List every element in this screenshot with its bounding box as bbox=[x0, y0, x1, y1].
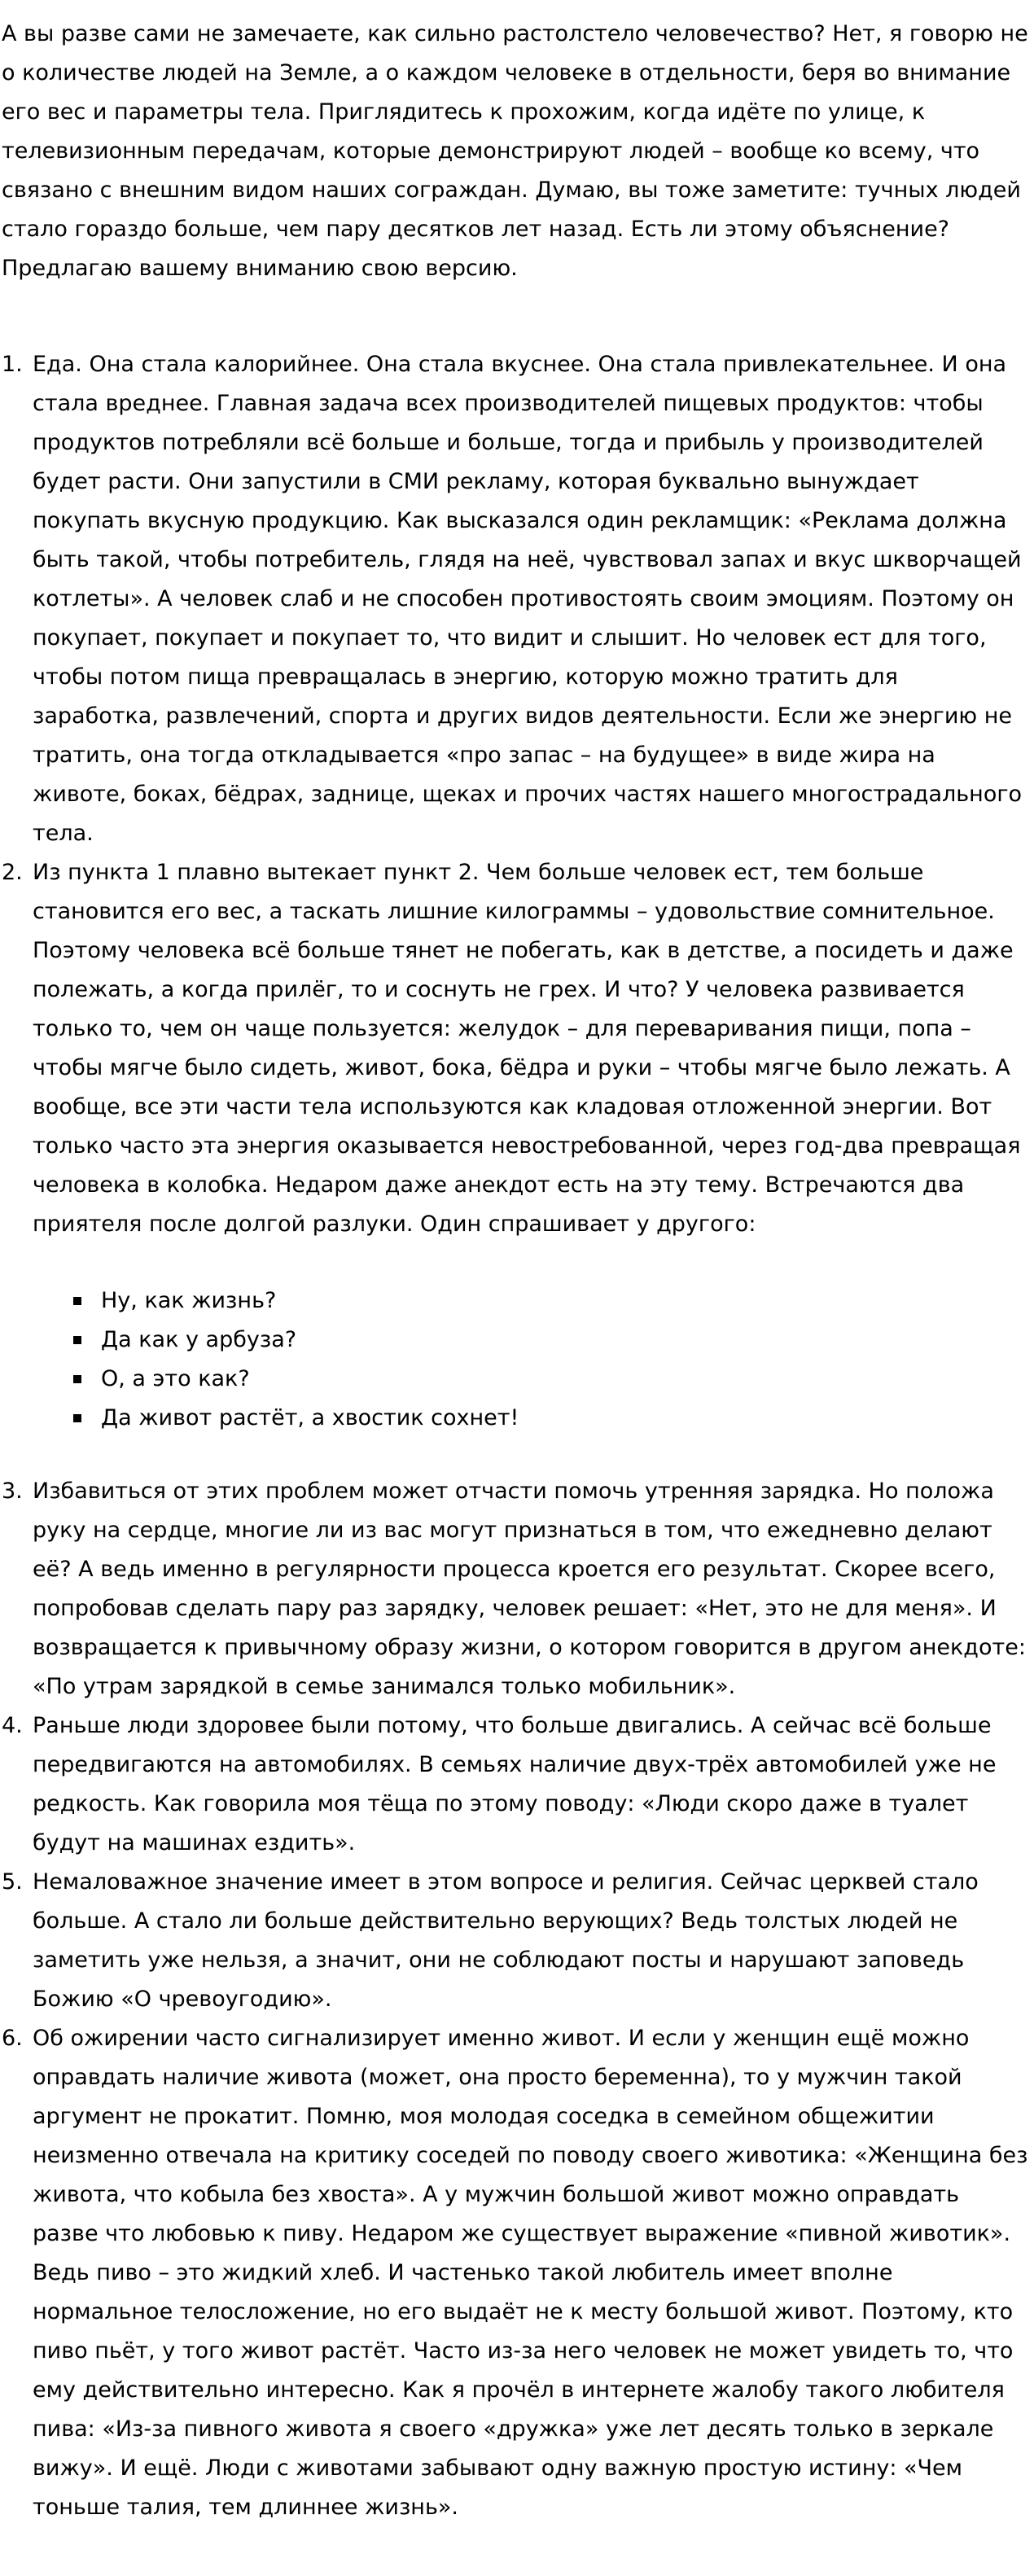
list-item-1-number: 1. bbox=[2, 352, 23, 377]
list-item-6-number: 6. bbox=[2, 2026, 23, 2051]
dialog-item-1 bbox=[101, 1281, 1029, 1321]
list-item-1 bbox=[2, 345, 1029, 853]
list-item-3-text: Избавиться от этих проблем может отчасти помочь утренняя зарядка. Но положа руку на сердце, многие ли из вас могут признаться в том, что ежедневно делают её? А ведь именно в регулярности процесса кроется его результат. Скорее всего, попробовав сделать пару раз зарядку, человек решает: «Нет, это не для меня». И возвращается к привычному образу жизни, о котором говорится в другом анекдоте: «По утрам зарядкой в семье занимался только мобильник». bbox=[33, 1479, 1026, 1699]
list-item-4-text: Раньше люди здоровее были потому, что больше двигались. А сейчас всё больше передвигаются на автомобилях. В семьях наличие двух-трёх автомобилей уже не редкость. Как говорила моя тёща по этому поводу: «Люди скоро даже в туалет будут на машинах ездить». bbox=[33, 1713, 997, 1855]
list-item-3 bbox=[2, 1472, 1029, 1706]
list-item-1-text: Еда. Она стала калорийнее. Она стала вкуснее. Она стала привлекательнее. И она стала вреднее. Главная задача всех производителей пищевых продуктов: чтобы продуктов потребляли всё больше и больше, тогда и прибыль у производителей будет расти. Они запустили в СМИ рекламу, которая буквально вынуждает покупать вкусную продукцию. Как высказался один рекламщик: «Реклама должна быть такой, чтобы потребитель, глядя на неё, чувствовал запах и вкус шкворчащей котлеты». А человек слаб и не способен противостоять своим эмоциям. Поэтому он покупает, покупает и покупает то, что видит и слышит. Но человек ест для того, чтобы потом пища превращалась в энергию, которую можно тратить для заработка, развлечений, спорта и других видов деятельности. Если же энергию не тратить, она тогда откладывается «про запас – на будущее» в виде жира на животе, боках, бёдрах, заднице, щеках и прочих частях нашего многострадального тела. bbox=[33, 352, 1023, 846]
square-bullet-icon bbox=[73, 1375, 81, 1383]
dialog-item-4-text: Да живот растёт, а хвостик сохнет! bbox=[101, 1405, 519, 1430]
list-item-5 bbox=[2, 1863, 1029, 2019]
dialog-item-3 bbox=[101, 1360, 1029, 1399]
list-item-2-number: 2. bbox=[2, 860, 23, 885]
list-item-2 bbox=[2, 853, 1029, 1438]
list-item-5-text: Немаловажное значение имеет в этом вопросе и религия. Сейчас церквей стало больше. А стало ли больше действительно верующих? Ведь толстых людей не заметить уже нельзя, а значит, они не соблюдают посты и нарушают заповедь Божию «О чревоугодию». bbox=[33, 1869, 979, 2012]
list-item-4 bbox=[2, 1706, 1029, 1863]
dialog-list bbox=[33, 1281, 1029, 1438]
dialog-item-1-text: Ну, как жизнь? bbox=[101, 1288, 277, 1313]
dialog-item-3-text: О, а это как? bbox=[101, 1366, 250, 1391]
dialog-item-2-text: Да как у арбуза? bbox=[101, 1327, 297, 1352]
dialog-item-2 bbox=[101, 1321, 1029, 1360]
square-bullet-icon bbox=[73, 1336, 81, 1344]
square-bullet-icon bbox=[73, 1297, 81, 1305]
square-bullet-icon bbox=[73, 1414, 81, 1422]
list-item-5-number: 5. bbox=[2, 1869, 23, 1895]
intro-paragraph: А вы разве сами не замечаете, как сильно растолстело человечество? Нет, я говорю не о количестве людей на Земле, а о каждом человеке в отдельности, беря во внимание его вес и параметры тела. Приглядитесь к прохожим, когда идёте по улице, к телевизионным передачам, которые демонстрируют людей – вообще ко всему, что связано с внешним видом наших сограждан. Думаю, вы тоже заметите: тучных людей стало гораздо больше, чем пару десятков лет назад. Есть ли этому объяснение? Предлагаю вашему вниманию свою версию. bbox=[2, 21, 1028, 281]
list-item-2-text: Из пункта 1 плавно вытекает пункт 2. Чем больше человек ест, тем больше становится его вес, а таскать лишние килограммы – удовольствие сомнительное. Поэтому человека всё больше тянет не побегать, как в детстве, а посидеть и даже полежать, а когда прилёг, то и соснуть не грех. И что? У человека развивается только то, чем он чаще пользуется: желудок – для переваривания пищи, попа – чтобы мягче было сидеть, живот, бока, бёдра и руки – чтобы мягче было лежать. А вообще, все эти части тела используются как кладовая отложенной энергии. Вот только часто эта энергия оказывается невостребованной, через год-два превращая человека в колобка. Недаром даже анекдот есть на эту тему. Встречаются два приятеля после долгой разлуки. Один спрашивает у другого: bbox=[33, 860, 1021, 1237]
dialog-item-4 bbox=[101, 1399, 1029, 1438]
list-item-3-number: 3. bbox=[2, 1479, 23, 1504]
list-item-6-text: Об ожирении часто сигнализирует именно живот. И если у женщин ещё можно оправдать наличие живота (может, она просто беременна), то у мужчин такой аргумент не прокатит. Помню, моя молодая соседка в семейном общежитии неизменно отвечала на критику соседей по поводу своего животика: «Женщина без живота, что кобыла без хвоста». А у мужчин большой живот можно оправдать разве что любовью к пиву. Недаром же существует выражение «пивной животик». Ведь пиво – это жидкий хлеб. И частенько такой любитель имеет вполне нормальное телосложение, но его выдаёт не к месту большой живот. Поэтому, кто пиво пьёт, у того живот растёт. Часто из-за него человек не может увидеть то, что ему действительно интересно. Как я прочёл в интернете жалобу такого любителя пива: «Из-за пивного живота я своего «дружка» уже лет десять только в зеркале вижу». И ещё. Люди с животами забывают одну важную простую истину: «Чем тоньше талия, тем длиннее жизнь». bbox=[33, 2026, 1028, 2520]
list-item-6 bbox=[2, 2019, 1029, 2527]
list-item-4-number: 4. bbox=[2, 1713, 23, 1738]
reasons-list bbox=[2, 345, 1029, 2527]
